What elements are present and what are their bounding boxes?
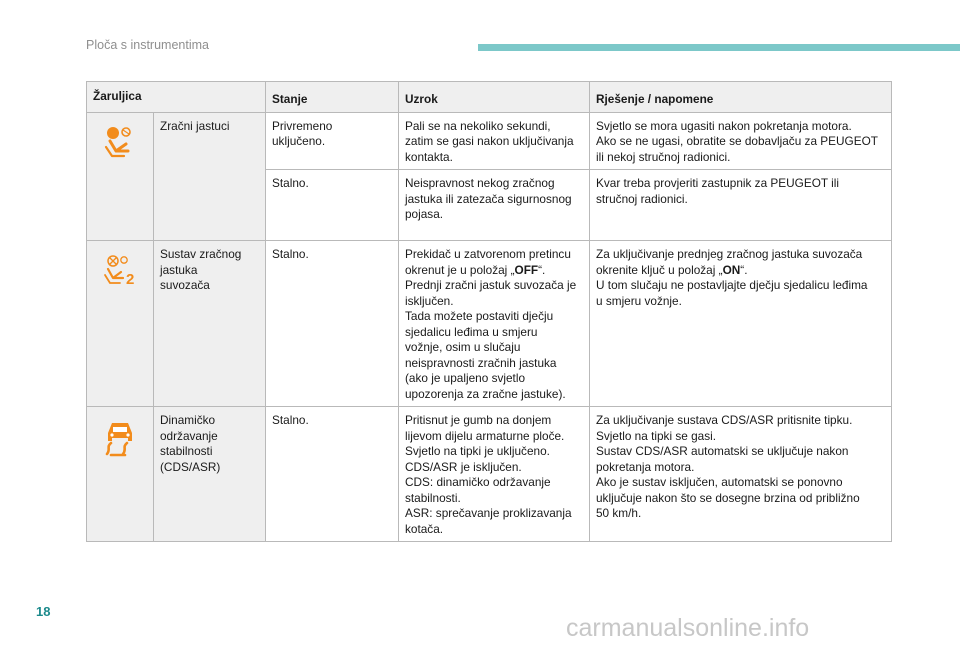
light-name: Dinamičko održavanje stabilnosti (CDS/ASR) xyxy=(154,407,266,542)
page-number: 18 xyxy=(36,604,51,619)
solution-cell: Svjetlo se mora ugasiti nakon pokretanja motora. Ako se ne ugasi, obratite se dobavljaču za PEUGEOT ili nekoj stručnoj radionici. xyxy=(590,112,892,170)
header-light: Žaruljica xyxy=(87,82,266,113)
table-row xyxy=(87,407,892,542)
icon-cell xyxy=(87,241,154,407)
table-row xyxy=(87,112,892,170)
cause-cell xyxy=(399,241,590,407)
cause-text: Prekidač u zatvorenom pretincu okrenut je u položaj „ xyxy=(405,247,571,277)
header-solution: Rješenje / napomene xyxy=(590,82,892,113)
stability-control-icon xyxy=(103,419,137,457)
solution-cell: Za uključivanje sustava CDS/ASR pritisnite tipku. Svjetlo na tipki se gasi. Sustav CDS/ASR automatski se uključuje nakon pokretanja motora. Ako je sustav isključen, automatski se ponovno uključuje nakon što se dosegne brzina od približno 50 km/h. xyxy=(590,407,892,542)
table-row xyxy=(87,241,892,407)
airbag-warning-icon xyxy=(102,125,138,159)
light-name: Zračni jastuci xyxy=(154,112,266,241)
passenger-airbag-off-icon xyxy=(102,253,138,287)
cause-text: “. Prednji zračni jastuk suvozača je isključen. Tada možete postaviti dječju sjedalicu leđima u smjeru vožnje, osim u slučaju neispravnosti zračnih jastuka (ako je upaljeno svjetlo upozorenja za zračne jastuke). xyxy=(405,262,577,401)
solution-text: “. U tom slučaju ne postavljajte dječju sjedalicu leđima u smjeru vožnje. xyxy=(596,262,868,308)
icon-cell xyxy=(87,407,154,542)
header-accent-bar xyxy=(478,44,960,51)
cause-cell: Pritisnut je gumb na donjem lijevom dijelu armaturne ploče. Svjetlo na tipki je uključeno. CDS/ASR je isključen. CDS: dinamičko održavanje stabilnosti. ASR: sprečavanje proklizavanja kotača. xyxy=(399,407,590,542)
on-position-label: ON xyxy=(722,262,741,277)
svg-text:2: 2 xyxy=(126,271,135,287)
solution-text: Za uključivanje prednjeg zračnog jastuka suvozača okrenite ključ u položaj „ xyxy=(596,247,863,277)
solution-cell: Kvar treba provjeriti zastupnik za PEUGEOT ili stručnoj radionici. xyxy=(590,170,892,241)
watermark: carmanualsonline.info xyxy=(566,614,810,642)
table-header-row xyxy=(87,82,892,113)
warning-lights-table xyxy=(86,81,892,542)
cause-cell: Pali se na nekoliko sekundi, zatim se gasi nakon uključivanja kontakta. xyxy=(399,112,590,170)
state-cell: Stalno. xyxy=(266,407,399,542)
off-position-label: OFF xyxy=(514,262,539,277)
header-cause: Uzrok xyxy=(399,82,590,113)
cause-cell: Neispravnost nekog zračnog jastuka ili zatezača sigurnosnog pojasa. xyxy=(399,170,590,241)
state-cell: Stalno. xyxy=(266,241,399,407)
state-cell: Stalno. xyxy=(266,170,399,241)
icon-cell xyxy=(87,112,154,241)
light-name: Sustav zračnog jastuka suvozača xyxy=(154,241,266,407)
state-cell: Privremeno uključeno. xyxy=(266,112,399,170)
solution-cell xyxy=(590,241,892,407)
section-title: Ploča s instrumentima xyxy=(86,38,209,52)
header-state: Stanje xyxy=(266,82,399,113)
